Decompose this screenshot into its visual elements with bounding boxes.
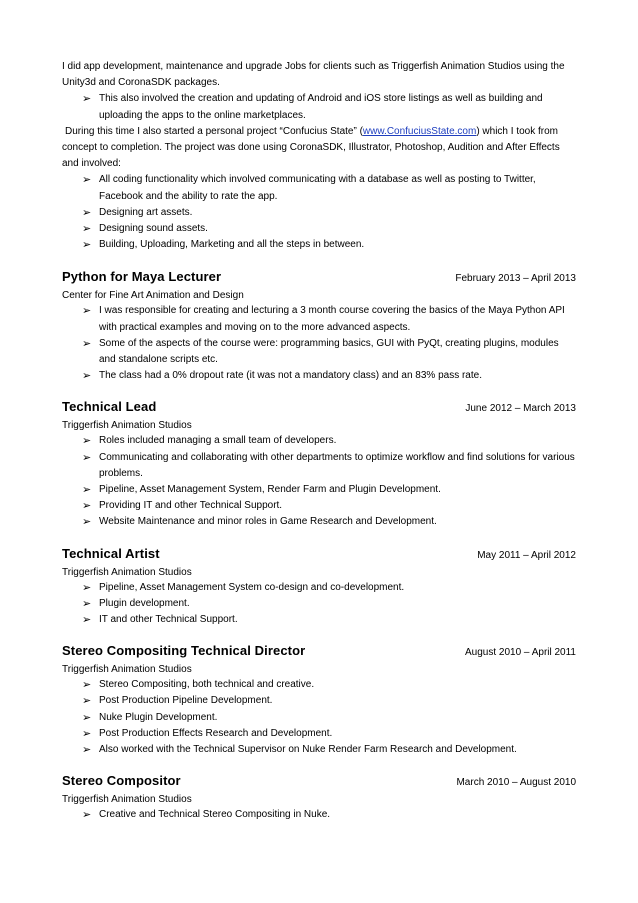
arrow-bullet-icon: ➢ (82, 809, 92, 822)
intro-text-before-link: During this time I also started a personal project “Confucius State” ( (65, 125, 363, 137)
job-title: Technical Lead (62, 399, 157, 415)
list-item (62, 580, 578, 596)
job-title: Stereo Compositor (62, 773, 181, 789)
arrow-bullet-icon: ➢ (82, 516, 92, 529)
job-dates: August 2010 – April 2011 (464, 647, 576, 659)
arrow-bullet-icon: ➢ (82, 484, 92, 497)
arrow-bullet-icon: ➢ (82, 500, 92, 513)
list-item (62, 482, 578, 498)
arrow-bullet-icon: ➢ (82, 337, 92, 350)
list-item-text: Pipeline, Asset Management System co-design and co-development. (99, 581, 405, 593)
job-python-for-maya-lecturer (62, 267, 578, 384)
list-item-text: The class had a 0% dropout rate (it was not a mandatory class) and an 83% pass rate. (99, 370, 482, 382)
job-dates: March 2010 – August 2010 (456, 777, 576, 789)
job-organization: Triggerfish Animation Studios (62, 566, 192, 578)
job-organization: Triggerfish Animation Studios (62, 420, 192, 432)
list-item (62, 205, 578, 221)
intro-paragraph-2 (62, 124, 578, 173)
list-item-text: Designing sound assets. (99, 223, 208, 235)
job-title: Python for Maya Lecturer (62, 269, 222, 285)
job-stereo-compositor (62, 771, 578, 823)
list-item (62, 498, 578, 514)
job-stereo-compositing-technical-director (62, 641, 578, 758)
list-item (62, 336, 578, 368)
arrow-bullet-icon: ➢ (82, 597, 92, 610)
job-header (62, 267, 578, 289)
job-technical-lead (62, 397, 578, 530)
list-item-text: Building, Uploading, Marketing and all the steps in between. (99, 239, 365, 251)
list-item-text: Post Production Pipeline Development. (99, 695, 273, 707)
job-bullets (62, 807, 578, 823)
arrow-bullet-icon: ➢ (82, 711, 92, 724)
list-item (62, 433, 578, 449)
list-item (62, 726, 578, 742)
list-item-text: Creative and Technical Stereo Compositing in Nuke. (99, 809, 331, 821)
list-item-text: Plugin development. (99, 597, 190, 609)
list-item (62, 221, 578, 237)
job-bullets (62, 303, 578, 384)
job-organization: Center for Fine Art Animation and Design (62, 290, 244, 302)
job-organization: Triggerfish Animation Studios (62, 794, 192, 806)
list-item-text: Providing IT and other Technical Support. (99, 500, 283, 512)
list-item (62, 677, 578, 693)
arrow-bullet-icon: ➢ (82, 223, 92, 236)
list-item (62, 693, 578, 709)
list-item-text: Post Production Effects Research and Development. (99, 727, 333, 739)
intro-text-after-link: ) which I took from concept to completion. The project was done using CoronaSDK, Illustrator, Photoshop, Audition and After Effects and involved: (62, 125, 560, 170)
arrow-bullet-icon: ➢ (82, 174, 92, 187)
job-dates: June 2012 – March 2013 (465, 403, 576, 415)
job-header (62, 397, 578, 419)
arrow-bullet-icon: ➢ (82, 614, 92, 627)
list-item (62, 91, 578, 123)
job-dates: February 2013 – April 2013 (455, 273, 576, 285)
list-item (62, 450, 578, 482)
job-dates: May 2011 – April 2012 (477, 549, 576, 561)
list-item-text: Roles included managing a small team of developers. (99, 435, 337, 447)
list-item-text: All coding functionality which involved communicating with a database as well as posting to Twitter, Facebook and the ability to rate the app. (99, 174, 536, 202)
list-item-text: Stereo Compositing, both technical and creative. (99, 679, 315, 691)
job-title: Technical Artist (62, 545, 160, 561)
arrow-bullet-icon: ➢ (82, 206, 92, 219)
resume-content (62, 59, 578, 824)
list-item (62, 172, 578, 204)
list-item (62, 237, 578, 253)
list-item-text: IT and other Technical Support. (99, 614, 238, 626)
list-item (62, 303, 578, 335)
list-item (62, 807, 578, 823)
intro-paragraph-1: I did app development, maintenance and upgrade Jobs for clients such as Triggerfish Animation Studios using the Unity3d and CoronaSDK packages. (62, 61, 565, 89)
list-item (62, 596, 578, 612)
list-item (62, 710, 578, 726)
job-header (62, 544, 578, 566)
job-organization: Triggerfish Animation Studios (62, 664, 192, 676)
intro-bullets-2 (62, 172, 578, 253)
job-technical-artist (62, 544, 578, 629)
intro-bullets-1 (62, 91, 578, 123)
arrow-bullet-icon: ➢ (82, 695, 92, 708)
job-header (62, 641, 578, 663)
job-bullets (62, 580, 578, 629)
list-item-text: Some of the aspects of the course were: programming basics, GUI with PyQt, creating plugins, modules and standalone scripts etc. (99, 337, 559, 366)
arrow-bullet-icon: ➢ (82, 239, 92, 252)
list-item (62, 742, 578, 758)
list-item-text: I was responsible for creating and lecturing a 3 month course covering the basics of the Maya Python API with practical examples and moving on to the more advanced aspects. (99, 305, 565, 333)
arrow-bullet-icon: ➢ (82, 435, 92, 448)
arrow-bullet-icon: ➢ (82, 679, 92, 692)
arrow-bullet-icon: ➢ (82, 451, 92, 464)
list-item-text: Nuke Plugin Development. (99, 711, 218, 723)
job-header (62, 771, 578, 793)
job-bullets (62, 677, 578, 758)
list-item-text: Designing art assets. (99, 206, 193, 218)
list-item-text: Website Maintenance and minor roles in Game Research and Development. (99, 516, 437, 528)
list-item-text: Pipeline, Asset Management System, Render Farm and Plugin Development. (99, 484, 441, 496)
job-bullets (62, 433, 578, 530)
list-item (62, 514, 578, 530)
confucius-state-link[interactable]: www.ConfuciusState.com (362, 125, 477, 137)
list-item (62, 368, 578, 384)
list-item-text: This also involved the creation and updating of Android and iOS store listings as well as building and uploading the apps to the online marketplaces. (99, 93, 543, 121)
arrow-bullet-icon: ➢ (82, 370, 92, 383)
arrow-bullet-icon: ➢ (82, 744, 92, 757)
job-title: Stereo Compositing Technical Director (62, 643, 306, 659)
arrow-bullet-icon: ➢ (82, 581, 92, 594)
list-item-text: Also worked with the Technical Supervisor on Nuke Render Farm Research and Development. (99, 744, 517, 756)
list-item (62, 612, 578, 628)
list-item-text: Communicating and collaborating with other departments to optimize workflow and find solutions for various problems. (99, 451, 575, 479)
arrow-bullet-icon: ➢ (82, 93, 92, 106)
arrow-bullet-icon: ➢ (82, 727, 92, 740)
arrow-bullet-icon: ➢ (82, 305, 92, 318)
